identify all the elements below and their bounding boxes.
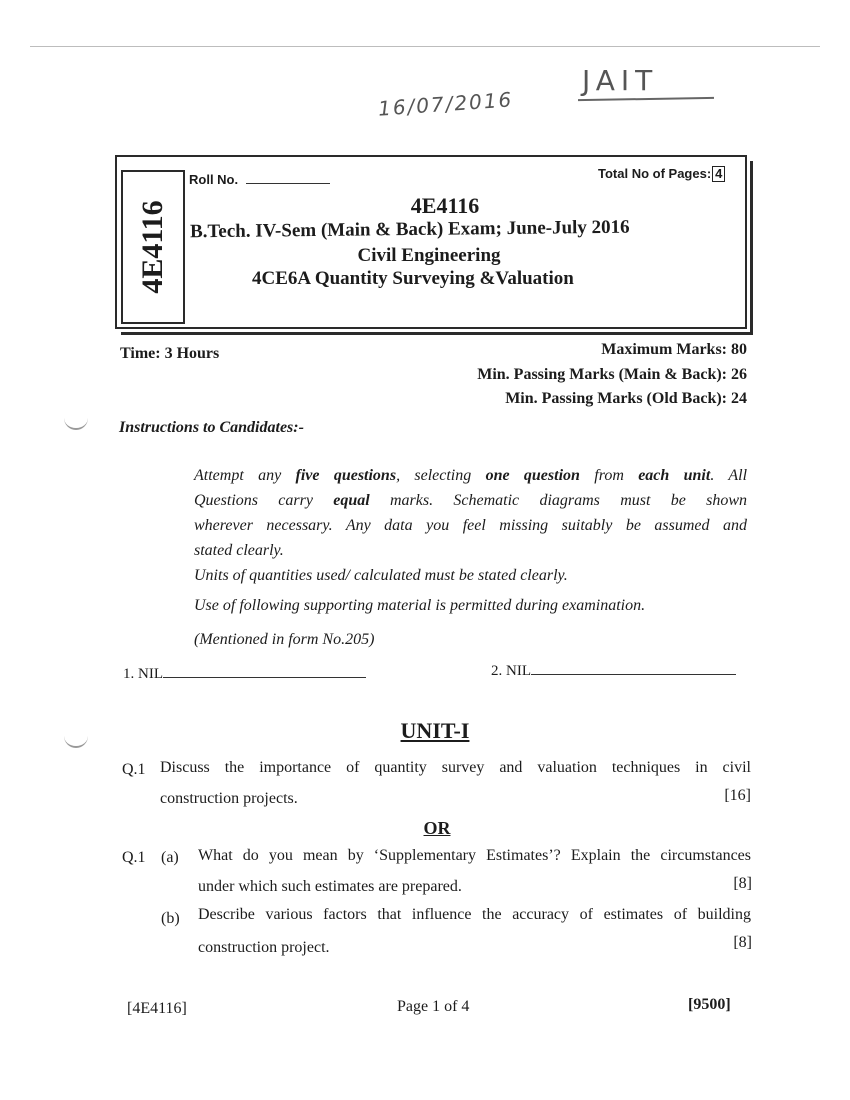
total-pages: [598, 166, 725, 182]
handwritten-code: JAIT: [582, 64, 659, 97]
roll-no-blank[interactable]: [246, 183, 330, 184]
exam-time: Time: 3 Hours: [120, 345, 220, 362]
instruction-line-4: stated clearly.: [194, 542, 284, 559]
punch-hole-top: [64, 416, 88, 430]
total-pages-value: 4: [712, 166, 725, 182]
footer-code: [4E4116]: [127, 1000, 187, 1017]
roll-no-label: Roll No.: [189, 172, 239, 187]
min-passing-main: Min. Passing Marks (Main & Back): 26: [477, 366, 747, 383]
q1-number: Q.1: [122, 761, 146, 778]
total-pages-label: Total No of Pages:: [598, 166, 712, 181]
q1b-marks: [8]: [733, 934, 752, 951]
max-marks: Maximum Marks: 80: [601, 341, 747, 358]
handwritten-underline: [578, 97, 714, 101]
instruction-line-3: wherever necessary. Any data you feel missing suitably be assumed and: [194, 517, 747, 534]
q1b-label: (b): [161, 910, 180, 927]
unit-title: UNIT-I: [400, 718, 470, 743]
footer-serial: [9500]: [688, 996, 731, 1013]
q1b-line-1: Describe various factors that influence the accuracy of estimates of building: [198, 906, 751, 923]
subject: 4CE6A Quantity Surveying &Valuation: [252, 268, 574, 289]
instruction-units: Units of quantities used/ calculated must be stated clearly.: [194, 567, 568, 584]
paper-code: 4E4116: [410, 193, 480, 218]
q1-marks: [16]: [724, 787, 751, 804]
scan-top-edge: [30, 46, 820, 47]
vertical-paper-code-text: 4E4116: [136, 200, 169, 294]
q1a-label: (a): [161, 849, 179, 866]
supporting-material-1: 1. NIL: [123, 666, 366, 683]
branch: Civil Engineering: [357, 245, 501, 266]
instructions-heading: Instructions to Candidates:-: [119, 419, 304, 436]
instruction-material: Use of following supporting material is permitted during examination.: [194, 597, 646, 614]
q1a-line-1: What do you mean by ‘Supplementary Estimates’? Explain the circumstances: [198, 847, 751, 864]
q1b-line-2: construction project.: [198, 939, 330, 956]
q1a-marks: [8]: [733, 875, 752, 892]
q1-line-1: Discuss the importance of quantity survey and valuation techniques in civil: [160, 759, 751, 776]
q1-line-2: construction projects.: [160, 790, 298, 807]
roll-no: [189, 172, 330, 187]
supporting-material-2: 2. NIL: [491, 663, 736, 680]
instruction-line-1: Attempt any five questions, selecting one question from each unit. All: [194, 467, 748, 484]
footer-page: Page 1 of 4: [397, 998, 470, 1015]
instruction-form: (Mentioned in form No.205): [194, 631, 375, 648]
handwritten-date: 16/07/2016: [377, 87, 514, 121]
q1-alt-number: Q.1: [122, 849, 146, 866]
exam-title: B.Tech. IV-Sem (Main & Back) Exam; June-July 2016: [189, 216, 630, 243]
or-label: OR: [423, 818, 451, 838]
q1a-line-2: under which such estimates are prepared.: [198, 878, 462, 895]
min-passing-old: Min. Passing Marks (Old Back): 24: [505, 390, 747, 407]
instruction-line-2: Questions carry equal marks. Schematic diagrams must be shown: [194, 492, 747, 509]
